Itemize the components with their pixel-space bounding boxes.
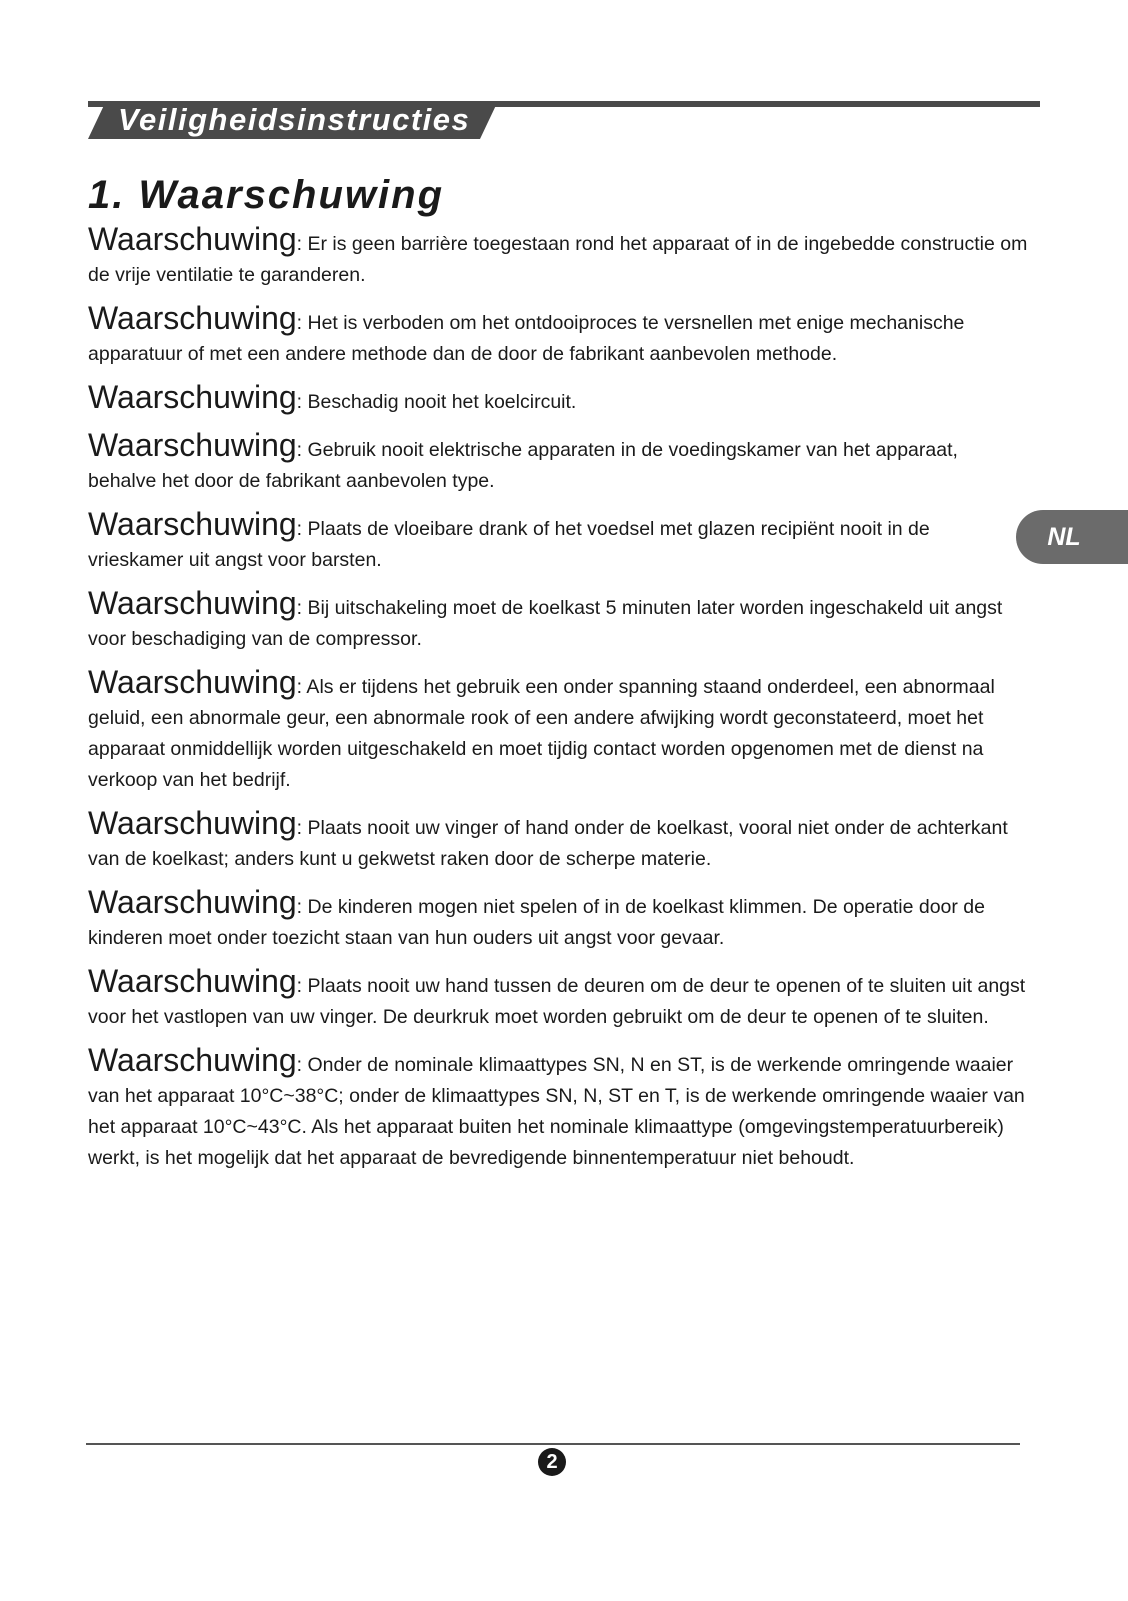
warning-text: : Plaats nooit uw hand tussen de deuren om de deur te openen of te sluiten uit angst voor het vastlopen van uw vinger. De deurkruk moet worden gebruikt om de deur te openen of te sluiten. [88,975,1026,1028]
warning-text: : Beschadig nooit het koelcircuit. [296,391,577,413]
warning-label: Waarschuwing [88,963,297,999]
warning-item [88,884,1030,954]
section-title: 1. Waarschuwing [88,173,445,217]
warning-label: Waarschuwing [88,1042,297,1078]
warning-label: Waarschuwing [88,221,297,257]
warning-label: Waarschuwing [88,884,297,920]
section-header-bar [88,101,1040,139]
warning-text: : Bij uitschakeling moet de koelkast 5 minuten later worden ingeschakeld uit angst voor beschadiging van de compressor. [88,597,1003,650]
warning-label: Waarschuwing [88,664,297,700]
footer-rule [86,1443,1020,1445]
warning-label: Waarschuwing [88,300,297,336]
warning-text: : Gebruik nooit elektrische apparaten in de voedingskamer van het apparaat, behalve het door de fabrikant aanbevolen type. [88,439,958,492]
warning-item [88,300,1030,370]
warning-item [88,379,1030,418]
warning-label: Waarschuwing [88,506,297,542]
warning-list [88,221,1030,1186]
warning-item [88,805,1030,875]
warning-label: Waarschuwing [88,585,297,621]
warning-item [88,585,1030,655]
warning-item [88,664,1030,796]
page-number-badge: 2 [538,1448,566,1476]
warning-text: : Plaats nooit uw vinger of hand onder de koelkast, vooral niet onder de achterkant van de koelkast; anders kunt u gekwetst raken door de scherpe materie. [88,817,1008,870]
header-tab-label: Veiligheidsinstructies [118,102,471,137]
warning-label: Waarschuwing [88,379,297,415]
language-tab: NL [1016,510,1128,564]
warning-text: : De kinderen mogen niet spelen of in de koelkast klimmen. De operatie door de kinderen moet onder toezicht staan van hun ouders uit angst voor gevaar. [88,896,985,949]
warning-item [88,427,1030,497]
warning-text: : Het is verboden om het ontdooiproces te versnellen met enige mechanische apparatuur of met een andere methode dan de door de fabrikant aanbevolen methode. [88,312,965,365]
warning-item [88,1042,1030,1174]
warning-text: : Er is geen barrière toegestaan rond het apparaat of in de ingebedde constructie om de vrije ventilatie te garanderen. [88,233,1028,286]
warning-item [88,506,1030,576]
warning-label: Waarschuwing [88,427,297,463]
warning-text: : Plaats de vloeibare drank of het voedsel met glazen recipiënt nooit in de vrieskamer uit angst voor barsten. [88,518,930,571]
warning-item [88,963,1030,1033]
warning-item [88,221,1030,291]
warning-text: : Als er tijdens het gebruik een onder spanning staand onderdeel, een abnormaal geluid, een abnormale geur, een abnormale rook of een andere afwijking wordt geconstateerd, moet het apparaat onmiddellijk worden uitgeschakeld en moet tijdig contact worden opgenomen met de dienst na verkoop van het bedrijf. [88,676,995,791]
warning-label: Waarschuwing [88,805,297,841]
warning-text: : Onder de nominale klimaattypes SN, N en ST, is de werkende omringende waaier van het apparaat 10°C~38°C; onder de klimaattypes SN, N, ST en T, is de werkende omringende waaier van het apparaat 10°C~43°C. Als het apparaat buiten het nominale klimaattype (omgevingstemperatuurbereik) werkt, is het mogelijk dat het apparaat de bevredigende binnentemperatuur niet behoudt. [88,1054,1025,1169]
